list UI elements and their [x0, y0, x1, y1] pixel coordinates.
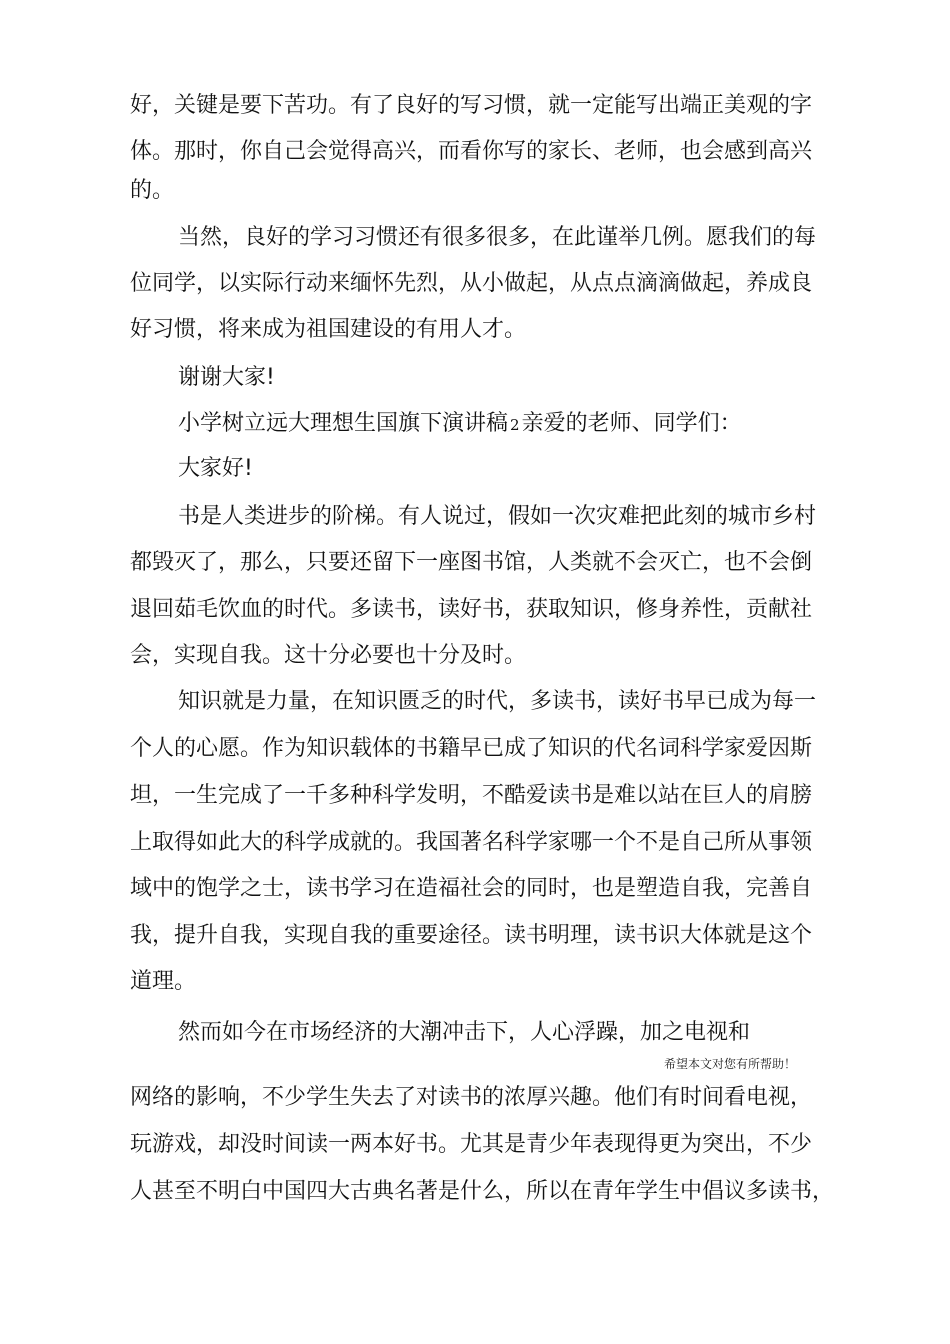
text-line: 大家好! [178, 456, 253, 481]
text-line: 网络的影响，不少学生失去了对读书的浓厚兴趣。他们有时间看电视， [130, 1085, 813, 1110]
text-line: 玩游戏，却没时间读一两本好书。尤其是青少年表现得更为突出，不少 [130, 1132, 813, 1157]
text-line: 体。那时，你自己会觉得高兴，而看你写的家长、老师，也会感到高兴 [130, 139, 813, 164]
text-line: 好习惯，将来成为祖国建设的有用人才。 [130, 317, 527, 342]
text-line: 人甚至不明白中国四大古典名著是什么，所以在青年学生中倡议多读书， [130, 1179, 835, 1204]
text-line: 我，提升自我，实现自我的重要途径。读书明理，读书识大体就是这个 [130, 923, 813, 948]
text-line: 域中的饱学之士，读书学习在造福社会的同时，也是塑造自我，完善自 [130, 876, 813, 901]
text-line: 都毁灭了，那么，只要还留下一座图书馆，人类就不会灭亡，也不会倒 [130, 550, 813, 575]
text-line: 坦，一生完成了一千多种科学发明，不酷爱读书是难以站在巨人的肩膀 [130, 783, 813, 808]
section-heading [178, 409, 742, 439]
text-line: 好，关键是要下苦功。有了良好的写习惯，就一定能写出端正美观的字 [130, 93, 813, 118]
text-line: 知识就是力量，在知识匮乏的时代，多读书，读好书早已成为每一 [178, 689, 817, 714]
text-line: 然而如今在市场经济的大潮冲击下，人心浮躁，加之电视和 [178, 1020, 751, 1045]
heading-number: 2 [510, 416, 520, 434]
heading-text: 小学树立远大理想生国旗下演讲稿 [178, 411, 509, 436]
text-line: 个人的心愿。作为知识载体的书籍早已成了知识的代名词科学家爱因斯 [130, 736, 813, 761]
text-line: 道理。 [130, 969, 197, 994]
text-line: 谢谢大家! [178, 365, 275, 390]
text-line: 的。 [130, 178, 175, 203]
text-line: 上取得如此大的科学成就的。我国著名科学家哪一个不是自己所从事领 [130, 830, 813, 855]
text-line: 退回茹毛饮血的时代。多读书，读好书，获取知识，修身养性，贡献社 [130, 597, 813, 622]
footer-note: 希望本文对您有所帮助！ [664, 1057, 797, 1071]
salutation-text: 亲爱的老师、同学们： [521, 411, 742, 436]
text-line: 书是人类进步的阶梯。有人说过，假如一次灾难把此刻的城市乡村 [178, 504, 817, 529]
text-line: 会，实现自我。这十分必要也十分及时。 [130, 643, 527, 668]
text-line: 当然，良好的学习习惯还有很多很多，在此谨举几例。愿我们的每 [178, 225, 817, 250]
text-line: 位同学，以实际行动来缅怀先烈，从小做起，从点点滴滴做起，养成良 [130, 271, 813, 296]
